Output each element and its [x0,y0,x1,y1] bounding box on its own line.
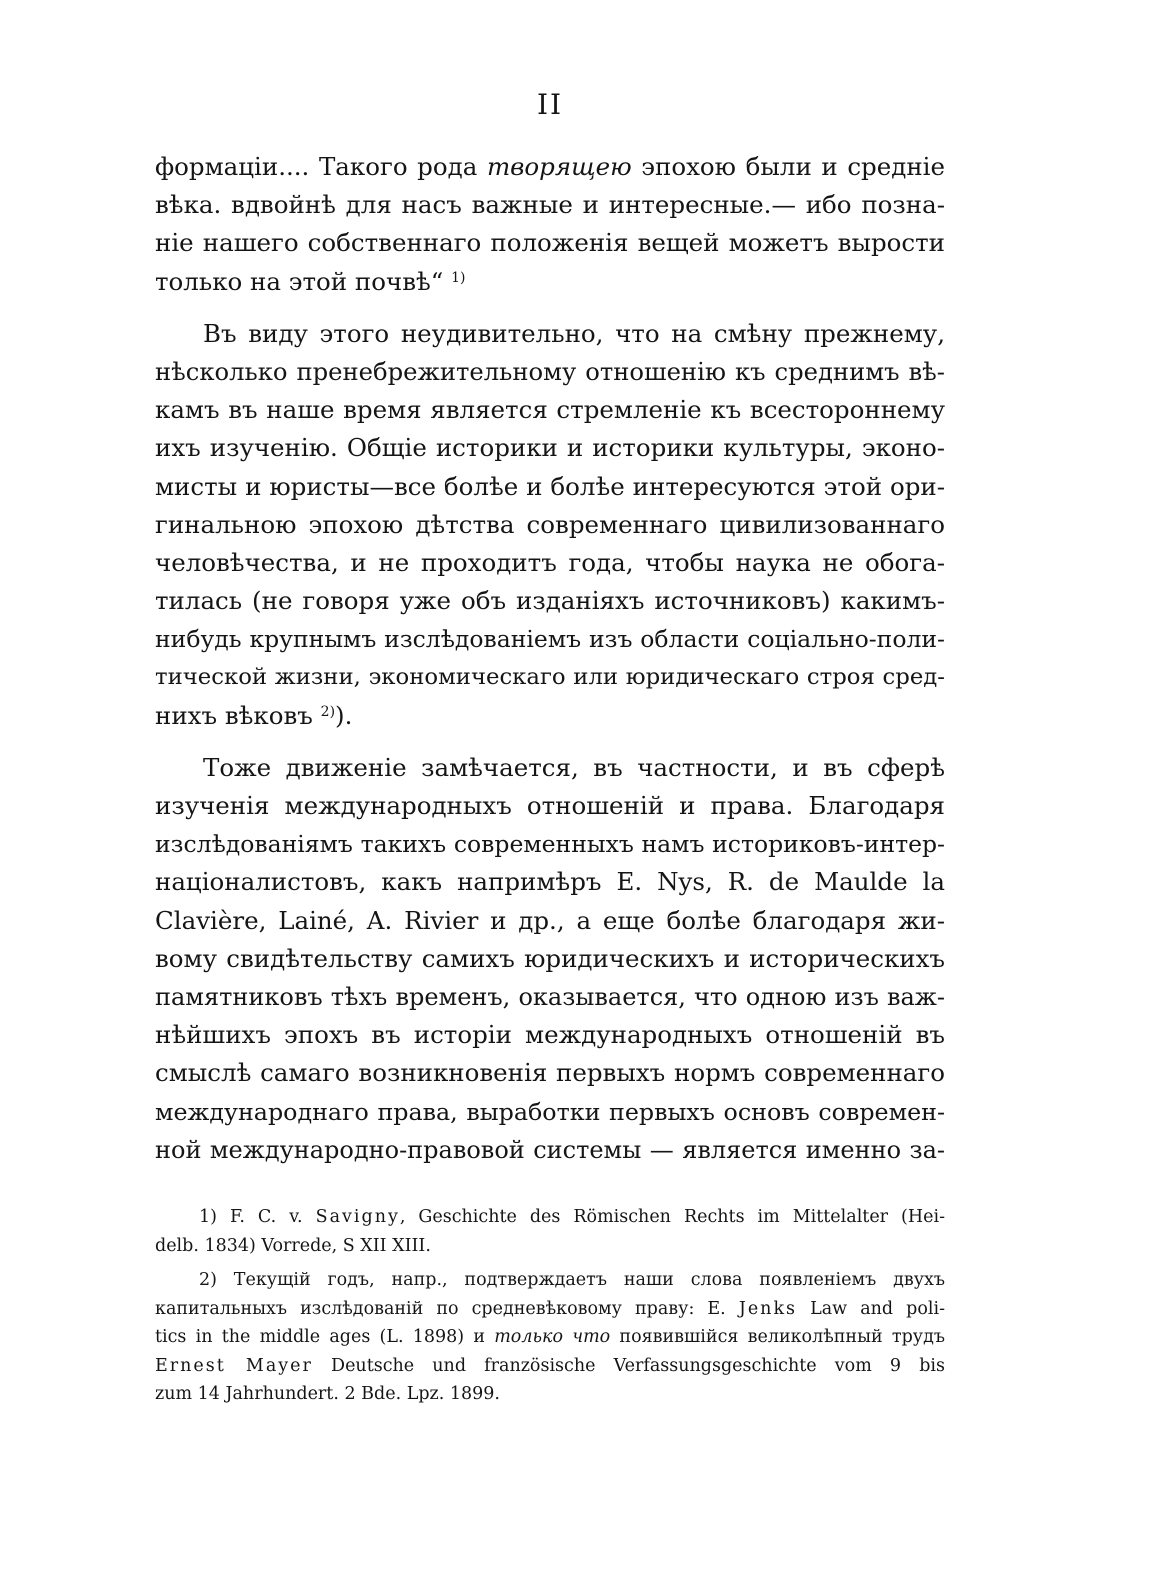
text-line: вѣка. вдвойнѣ для насъ важные и интересные.— ибо позна- [155,190,945,220]
page-number: II [536,88,564,121]
footnote-line: 2) Текущій годъ, напр., подтверждаетъ наши слова появленіемъ двухъ [199,1270,945,1290]
text-line: памятниковъ тѣхъ временъ, оказывается, что одною изъ важ- [155,982,945,1011]
text-run: , Geschichte des Römischen Rechts im Mittelalter (Hei- [399,1207,945,1227]
text-line: камъ въ наше время является стремленіе къ всестороннему [155,395,945,425]
footnote-line [155,1352,945,1381]
paragraph-3 [155,749,945,1169]
author-name: Jenks [738,1298,798,1319]
text-line: ной международно-правовой системы — является именно за- [155,1135,945,1164]
text-line: мисты и юристы—все болѣе и болѣе интересуются этой ори- [155,471,945,501]
text-line [155,263,945,301]
text-line: націоналистовъ, какъ напримѣръ E. Nys, R. de Maulde la [155,867,945,897]
text-line [155,697,945,735]
text-run: ). [335,700,353,730]
footnote-line [155,1323,945,1352]
text-line: ніе нашего собственнаго положенія вещей можетъ вырости [155,228,945,258]
text-line: тилась (не говоря уже объ изданіяхъ источниковъ) какимъ- [155,586,945,616]
text-run: появившійся великолѣпный трудъ [610,1327,945,1347]
text-line: вому свидѣтельству самихъ юридическихъ и историческихъ [155,943,945,973]
text-line: Clavière, Lainé, A. Rivier и др., а еще болѣе благодаря жи- [155,905,945,935]
body-text [155,148,945,1169]
text-line: нѣсколько пренебрежительному отношенію къ среднимъ вѣ- [155,356,945,386]
text-line: смыслѣ самаго возникновенія первыхъ нормъ современнаго [155,1058,945,1088]
footnote-1 [155,1203,945,1260]
text-line: гинальною эпохою дѣтства современнаго цивилизованнаго [155,509,945,539]
text-run: Deutsche und französische Verfassungsgeschichte vom 9 bis [312,1355,945,1376]
text-run: нихъ вѣковъ [155,700,321,730]
author-name: Savigny [315,1207,400,1227]
emphasis-word: только что [494,1327,611,1347]
footnote-line [155,1203,945,1232]
text-line: международнаго права, выработки первыхъ основъ современ- [155,1097,945,1126]
footnote-line: zum 14 Jahrhundert. 2 Bde. Lpz. 1899. [155,1384,500,1404]
emphasis-word: творящею [486,152,632,181]
text-run: формаціи.... Такого рода [155,152,487,181]
text-line: ихъ изученію. Общіе историки и историки культуры, эконо- [155,433,945,463]
text-line [155,148,945,186]
text-run: эпохою были и средніе [631,152,945,181]
footnotes [155,1203,945,1415]
text-line: изученія международныхъ отношеній и права. Благодаря [155,791,945,820]
text-line: нибудь крупнымъ изслѣдованіемъ изъ области соціально-поли- [155,625,945,654]
text-line: Въ виду этого неудивительно, что на смѣну прежнему, [203,318,945,348]
footnote-2 [155,1266,945,1409]
text-line: человѣчества, и не проходитъ года, чтобы наука не обога- [155,547,945,577]
text-run: только на этой почвѣ“ [155,266,452,296]
author-name: Ernest Mayer [155,1355,313,1376]
text-line: изслѣдованіямъ такихъ современныхъ намъ историковъ-интер- [155,830,945,859]
footnote-ref: 1) [451,269,466,286]
text-line: Тоже движеніе замѣчается, въ частности, и въ сферѣ [203,752,945,782]
footnote-ref: 2) [320,703,336,720]
text-run: 1) F. C. v. [199,1207,316,1227]
paragraph-2 [155,315,945,735]
text-line: нѣйшихъ эпохъ въ исторіи международныхъ отношеній въ [155,1020,945,1050]
text-line: тической жизни, экономическаго или юридическаго строя сред- [155,664,945,691]
paragraph-1 [155,148,945,301]
text-run: tics in the middle ages (L. 1898) и [155,1327,495,1347]
footnote-line: delb. 1834) Vorrede, S XII XIII. [155,1235,431,1256]
footnote-line [155,1295,945,1324]
text-run: Law and poli- [797,1298,945,1319]
text-run: капитальныхъ изслѣдованій по средневѣковому праву: E. [155,1298,739,1319]
